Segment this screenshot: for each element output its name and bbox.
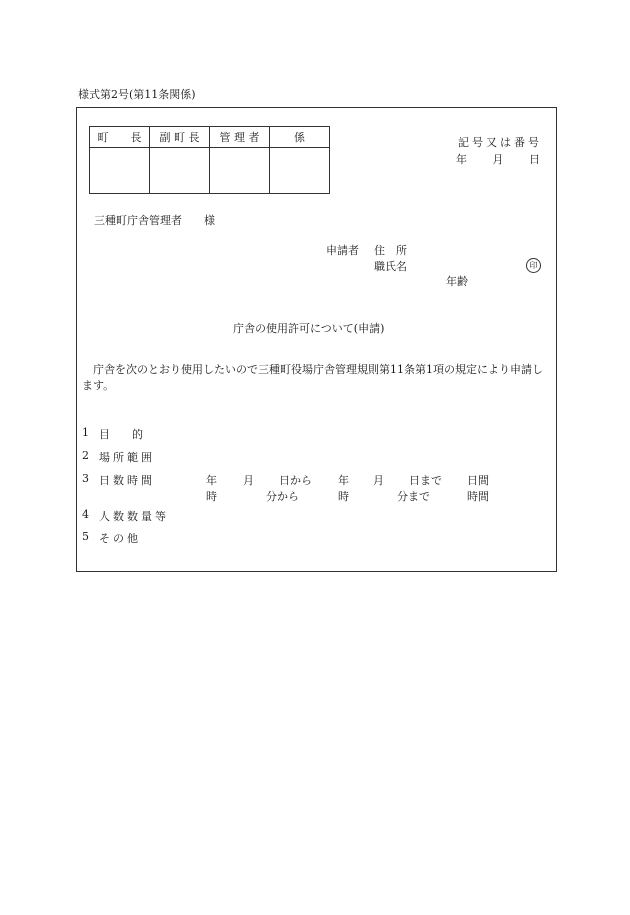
body-text: 庁舎を次のとおり使用したいので三種町役場庁舎管理規則第11条第1項の規定により申請します。 [82,363,543,392]
item-label-location: 場 所 範 囲 [99,451,152,464]
item-number: 3 [82,472,89,485]
item-number: 1 [82,426,89,439]
item-number: 2 [82,449,89,462]
end-minute: 分まで [397,490,430,503]
start-year: 年 [206,474,217,487]
item-label-quantity: 人 数 数 量 等 [99,510,166,523]
start-hour: 時 [206,490,217,503]
item-number: 4 [82,508,89,521]
approval-stamp-table [89,126,330,194]
address-label: 住 所 [374,244,407,257]
addressee: 三種町庁舎管理者 様 [94,214,215,227]
age-label: 年齢 [446,275,468,288]
reference-number-label: 記号又は番号 [458,136,542,149]
approval-stamp-cell [270,148,330,194]
seal-icon: 印 [526,258,541,273]
day-count: 日間 [467,474,489,487]
reference-date [456,151,540,167]
end-year: 年 [338,474,349,487]
start-day: 日から [279,474,312,487]
approval-header-mayor: 町 長 [90,127,150,148]
applicant-label: 申請者 [326,244,359,257]
item-label-purpose: 目 的 [99,428,143,441]
name-label: 職氏名 [374,260,407,273]
end-day: 日まで [409,474,442,487]
item-label-other: そ の 他 [99,532,138,545]
approval-stamp-cell [150,148,210,194]
item-label-duration: 日 数 時 間 [99,474,152,487]
date-year: 年 [456,153,467,166]
approval-stamp-cell [90,148,150,194]
approval-stamp-cell [210,148,270,194]
start-month: 月 [243,474,254,487]
approval-header-manager: 管 理 者 [210,127,270,148]
item-number: 5 [82,530,89,543]
start-minute: 分から [266,490,299,503]
end-hour: 時 [338,490,349,503]
end-month: 月 [373,474,384,487]
hour-count: 時間 [467,490,489,503]
form-header: 様式第2号(第11条関係) [78,88,196,101]
date-day: 日 [529,153,540,166]
document-title: 庁舎の使用許可について(申請) [233,322,385,335]
approval-header-staff: 係 [270,127,330,148]
date-month: 月 [492,153,504,166]
approval-header-deputy-mayor: 副 町 長 [150,127,210,148]
